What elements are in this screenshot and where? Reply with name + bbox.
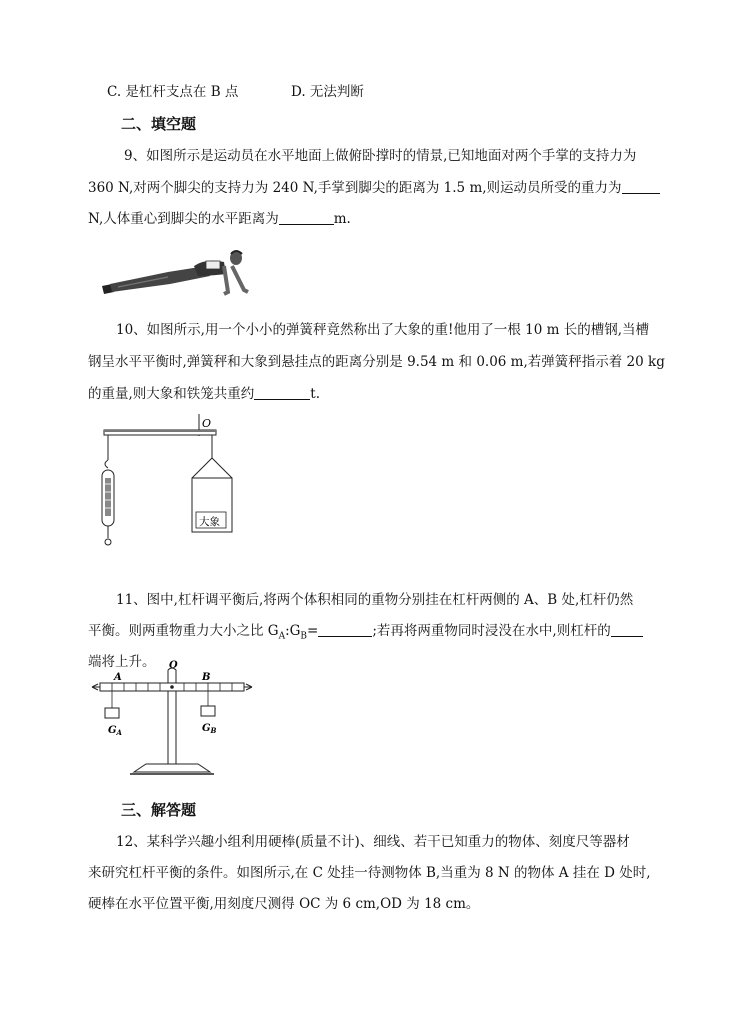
q9-line3-unit: m. [333, 211, 351, 227]
q9-line2 [88, 178, 660, 198]
pivot-label-o: O [202, 417, 212, 430]
lever-balance-figure [90, 656, 260, 780]
q9-blank-distance[interactable] [279, 210, 334, 225]
q12-line1: 12、某科学兴趣小组利用硬棒(质量不计)、细线、若干已知重力的物体、刻度尺等器材 [116, 834, 630, 850]
option-d: D. 无法判断 [291, 84, 364, 100]
q10-line2: 钢呈水平平衡时,弹簧秤和大象到悬挂点的距离分别是 9.54 m 和 0.06 m,若弹簧秤指示着 20 kg [88, 354, 665, 370]
option-c: C. 是杠杆支点在 B 点 [107, 84, 239, 100]
lever-label-b: B [202, 672, 211, 683]
q11-line3: 端将上升。 [88, 654, 156, 670]
q10-line3-unit: t. [310, 386, 321, 402]
q9-line1: 9、如图所示是运动员在水平地面上做俯卧撑时的情景,已知地面对两个手掌的支持力为 [124, 148, 637, 164]
pushup-figure [98, 246, 258, 302]
q9-blank-weight[interactable] [622, 179, 660, 194]
q10-blank-weight[interactable] [254, 385, 310, 400]
q9-line3 [88, 209, 351, 229]
q11-line2-text: 平衡。则两重物重力大小之比 G [88, 623, 279, 639]
q9-line3-text: N,人体重心到脚尖的水平距离为 [88, 211, 279, 227]
q11-sub-b: B [300, 631, 308, 642]
q12-line3: 硬棒在水平位置平衡,用刻度尺测得 OC 为 6 cm,OD 为 18 cm。 [88, 896, 480, 912]
q11-blank-end[interactable] [611, 622, 643, 637]
q10-line1: 10、如图所示,用一个小小的弹簧秤竟然称出了大象的重!他用了一根 10 m 长的槽钢,当槽 [116, 322, 650, 338]
q11-line2-rest: ;若再将两重物同时浸没在水中,则杠杆的 [372, 623, 611, 639]
elephant-scale-figure [96, 414, 246, 554]
q10-line3 [88, 384, 320, 404]
q11-line2-eq: = [307, 623, 319, 639]
lever-label-o: O [169, 660, 178, 671]
lever-label-a: A [114, 672, 122, 683]
q11-line2 [88, 621, 643, 647]
q11-line1: 11、图中,杠杆调平衡后,将两个体积相同的重物分别挂在杠杆两侧的 A、B 处,杠杆仍然 [116, 592, 634, 608]
q11-sub-a: A [278, 631, 286, 642]
q12-line2: 来研究杠杆平衡的条件。如图所示,在 C 处挂一待测物体 B,当重为 8 N 的物体 A 挂在 D 处时, [88, 865, 651, 881]
q11-line2-colon: :G [285, 623, 301, 639]
q9-line2-text: 360 N,对两个脚尖的支持力为 240 N,手掌到脚尖的距离为 1.5 m,则运动员所受的重力为 [88, 180, 622, 196]
cage-label: 大象 [199, 516, 220, 528]
q11-blank-ratio[interactable] [318, 622, 372, 637]
weight-label-ga: $G_A$ [108, 725, 122, 737]
q10-line3-text: 的重量,则大象和铁笼共重约 [88, 386, 255, 402]
section-heading-fill-in: 二、填空题 [121, 115, 197, 133]
section-heading-answer: 三、解答题 [121, 801, 197, 819]
weight-label-gb: $G_B$ [202, 723, 217, 735]
